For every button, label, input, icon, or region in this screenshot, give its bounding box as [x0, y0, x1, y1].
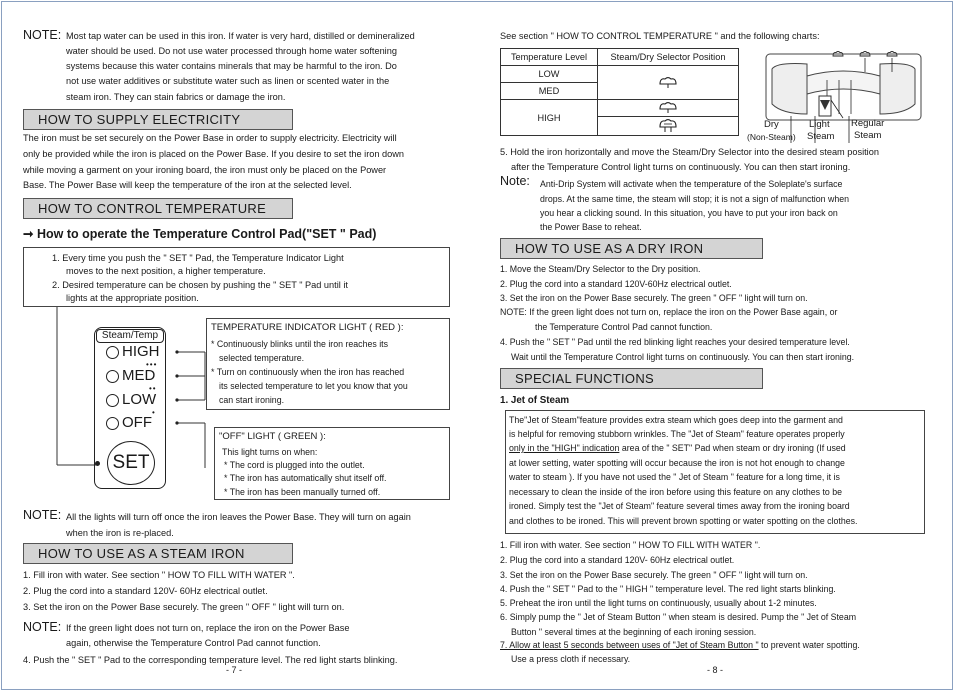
box-line: The"Jet of Steam"feature provides extra steam which goes deep into the garment and	[509, 415, 843, 425]
box-line: * Turn on continuously when the iron has reached	[211, 367, 405, 377]
box-line: ironed. Simply test the "Jet of Steam" feature several times away from the ironing board	[509, 501, 850, 511]
paragraph-line: The iron must be set securely on the Power Base in order to supply electricity. Electricity will	[23, 133, 397, 143]
step-line: 2. Plug the cord into a standard 120V-60Hz electrical outlet.	[500, 279, 732, 289]
temperature-table	[500, 48, 739, 136]
step-line: lights at the appropriate position.	[66, 293, 199, 303]
note-line: If the green light does not turn on, replace the iron on the Power Base	[66, 623, 350, 633]
dot-icon: •	[152, 408, 155, 417]
red-light-title: TEMPERATURE INDICATOR LIGHT ( RED ):	[211, 322, 404, 333]
note-label: NOTE:	[23, 620, 62, 634]
subheading-jet-of-steam: 1. Jet of Steam	[500, 395, 570, 406]
connector-dot	[95, 461, 100, 466]
note-line: water should be used. Do not use water processed through home water softening	[66, 46, 397, 56]
section-heading-special: SPECIAL FUNCTIONS	[500, 368, 763, 389]
box-line: * Continuously blinks until the iron reaches its	[211, 339, 389, 349]
indicator-light-icon	[106, 370, 119, 383]
box-line: its selected temperature to let you know that you	[219, 381, 408, 391]
indicator-light-icon	[106, 394, 119, 407]
selector-label-light: Light	[809, 119, 830, 130]
step-text: to prevent water spotting.	[758, 640, 860, 650]
indicator-light-icon	[106, 346, 119, 359]
step-line	[500, 638, 860, 653]
step-line: after the Temperature Control light turns on continuously. You can then start ironing.	[511, 162, 851, 172]
note-line: not use water additives or substitute water such as linen or scented water in the	[66, 76, 390, 86]
step-line: 2. Desired temperature can be chosen by pushing the " SET " Pad until it	[52, 280, 348, 290]
box-line: is helpful for removing stubborn wrinkles. The "Jet of Steam" feature operates properly	[509, 429, 845, 439]
box-line: This light turns on when:	[222, 447, 318, 457]
note-line: steam iron. They can stain fabrics or damage the iron.	[66, 92, 286, 102]
section-heading-control: HOW TO CONTROL TEMPERATURE	[23, 198, 293, 219]
note-line: drops. At the same time, the steam will stop; it is not a sign of malfunction when	[540, 194, 850, 204]
note-line: the Power Base to reheat.	[540, 222, 642, 232]
table-cell-level: MED	[501, 83, 598, 100]
step-line: 1. Fill iron with water. See section " HOW TO FILL WITH WATER ".	[500, 540, 761, 550]
paragraph-line: Base. The Power Base will keep the temperature of the iron at the selected level.	[23, 180, 352, 190]
paragraph-line: while moving a garment on your ironing board, the iron must only be placed on the Power	[23, 165, 387, 175]
page-number: - 8 -	[707, 665, 724, 675]
page-number: - 7 -	[226, 665, 243, 675]
set-button[interactable]: SET	[107, 441, 155, 485]
note-line: you hear a clicking sound. In this situation, you have to put your iron back on	[540, 208, 838, 218]
panel-title: Steam/Temp	[96, 329, 164, 343]
step-line: Use a press cloth if necessary.	[511, 654, 631, 664]
step-line: Button " several times at the beginning of each ironing session.	[511, 627, 757, 637]
indicator-label: MED	[122, 367, 156, 384]
note-line: All the lights will turn off once the iron leaves the Power Base. They will turn on again	[66, 512, 411, 522]
dots-icon: ••	[149, 384, 157, 393]
step-line: 4. Push the " SET " Pad to the " HIGH " temperature level. The red light starts blinking.	[500, 584, 836, 594]
intro-line: See section " HOW TO CONTROL TEMPERATURE " and the following charts:	[500, 31, 820, 41]
step-line: 1. Every time you push the " SET " Pad, the Temperature Indicator Light	[52, 253, 344, 263]
box-line: and clothes to be ironed. This will prevent brown spotting or water spotting on the clothes.	[509, 516, 858, 526]
note-line: systems because this water contains minerals that may be harmful to the iron. Do	[66, 61, 397, 71]
step-line: 2. Plug the cord into a standard 120V- 60Hz electrical outlet.	[500, 555, 735, 565]
note-line: Anti-Drip System will activate when the temperature of the Soleplate's surface	[540, 179, 843, 189]
underlined-text: only in the "HIGH" indication	[509, 443, 620, 453]
step-line: moves to the next position, a higher temperature.	[66, 266, 266, 276]
box-line: * The iron has been manually turned off.	[224, 487, 381, 497]
section-heading-dry: HOW TO USE AS A DRY IRON	[500, 238, 763, 259]
indicator-label: HIGH	[122, 343, 160, 360]
box-text: area of the " SET" Pad when steam or dry ironing (If used	[619, 443, 846, 453]
indicator-label: LOW	[122, 391, 157, 408]
table-cell-selector	[598, 66, 739, 100]
section-heading-steam: HOW TO USE AS A STEAM IRON	[23, 543, 293, 564]
selector-label-regular-steam: Steam	[854, 130, 882, 141]
step-line: 3. Set the iron on the Power Base securely. The green " OFF " light will turn on.	[500, 570, 808, 580]
box-line: * The cord is plugged into the outlet.	[224, 460, 365, 470]
step-line: 3. Set the iron on the Power Base securely. The green " OFF " light will turn on.	[23, 602, 345, 612]
box-line: at lower setting, water spotting will occur because the iron is not hot enough to change	[509, 458, 845, 468]
paragraph-line: only be provided while the iron is placed on the Power Base. If you desire to set the iron down	[23, 149, 404, 159]
step-line: 5. Hold the iron horizontally and move the Steam/Dry Selector into the desired steam position	[500, 147, 879, 157]
note-label: Note:	[500, 174, 530, 188]
box-line: can start ironing.	[219, 395, 285, 405]
selector-label-regular: Regular	[851, 118, 885, 129]
table-header: Temperature Level	[501, 49, 598, 66]
selector-label-light-steam: Steam	[807, 131, 835, 142]
step-line: 2. Plug the cord into a standard 120V- 60Hz electrical outlet.	[23, 586, 268, 596]
indicator-off	[106, 412, 152, 434]
box-line: selected temperature.	[219, 353, 305, 363]
step-line: 5. Preheat the iron until the light turns on continuously, usually about 1-2 minutes.	[500, 598, 817, 608]
note-line: when the iron is re-placed.	[66, 528, 174, 538]
selector-label-dry-sub: (Non-Steam)	[747, 132, 796, 142]
box-line	[509, 441, 846, 456]
box-line: * The iron has automatically shut itself off.	[224, 473, 387, 483]
step-line: 3. Set the iron on the Power Base securely. The green " OFF " light will turn on.	[500, 293, 808, 303]
table-cell-selector	[598, 117, 739, 136]
table-cell-level: HIGH	[501, 100, 598, 136]
step-line: 1. Move the Steam/Dry Selector to the Dry position.	[500, 264, 701, 274]
step-line: NOTE: If the green light does not turn on, replace the iron on the Power Base again, or	[500, 307, 838, 317]
indicator-label: OFF	[122, 414, 152, 431]
step-line: Wait until the Temperature Control light turns on continuously. You can then start ironing.	[511, 352, 855, 362]
underlined-text: 7. Allow at least 5 seconds between uses of "Jet of Steam Button "	[500, 640, 759, 650]
note-label: NOTE:	[23, 28, 62, 42]
table-cell-level: LOW	[501, 66, 598, 83]
step-line: 1. Fill iron with water. See section " HOW TO FILL WITH WATER ".	[23, 570, 295, 580]
step-line: 4. Push the " SET " Pad until the red blinking light reaches your desired temperature level.	[500, 337, 850, 347]
indicator-light-icon	[106, 417, 119, 430]
regular-steam-icon	[657, 117, 679, 133]
step-line: the Temperature Control Pad cannot function.	[535, 322, 713, 332]
box-line: water to steam ). If you have not used the " Jet of Steam " feature for a long time, it is	[509, 472, 840, 482]
step-line: 6. Simply pump the " Jet of Steam Button " when steam is desired. Pump the " Jet of Steam	[500, 612, 857, 622]
table-cell-selector	[598, 100, 739, 117]
step-line: 4. Push the " SET " Pad to the corresponding temperature level. The red light starts blinking.	[23, 655, 398, 665]
note-line: again, otherwise the Temperature Control Pad cannot function.	[66, 638, 321, 648]
subheading-text: How to operate the Temperature Control Pad("SET " Pad)	[36, 227, 377, 241]
green-light-title: "OFF" LIGHT ( GREEN ):	[219, 431, 326, 442]
arrow-right-icon: ➞	[23, 227, 34, 241]
light-steam-icon	[657, 100, 679, 114]
table-header: Steam/Dry Selector Position	[598, 49, 739, 66]
dots-icon: •••	[146, 360, 158, 369]
section-heading-supply: HOW TO SUPPLY ELECTRICITY	[23, 109, 293, 130]
box-line: necessary to clean the inside of the iron before using this feature on any clothes to be	[509, 487, 843, 497]
light-steam-icon	[657, 75, 679, 89]
note-label: NOTE:	[23, 508, 62, 522]
note-line: Most tap water can be used in this iron. If water is very hard, distilled or demineralized	[66, 31, 415, 41]
selector-label-dry: Dry	[764, 119, 779, 130]
